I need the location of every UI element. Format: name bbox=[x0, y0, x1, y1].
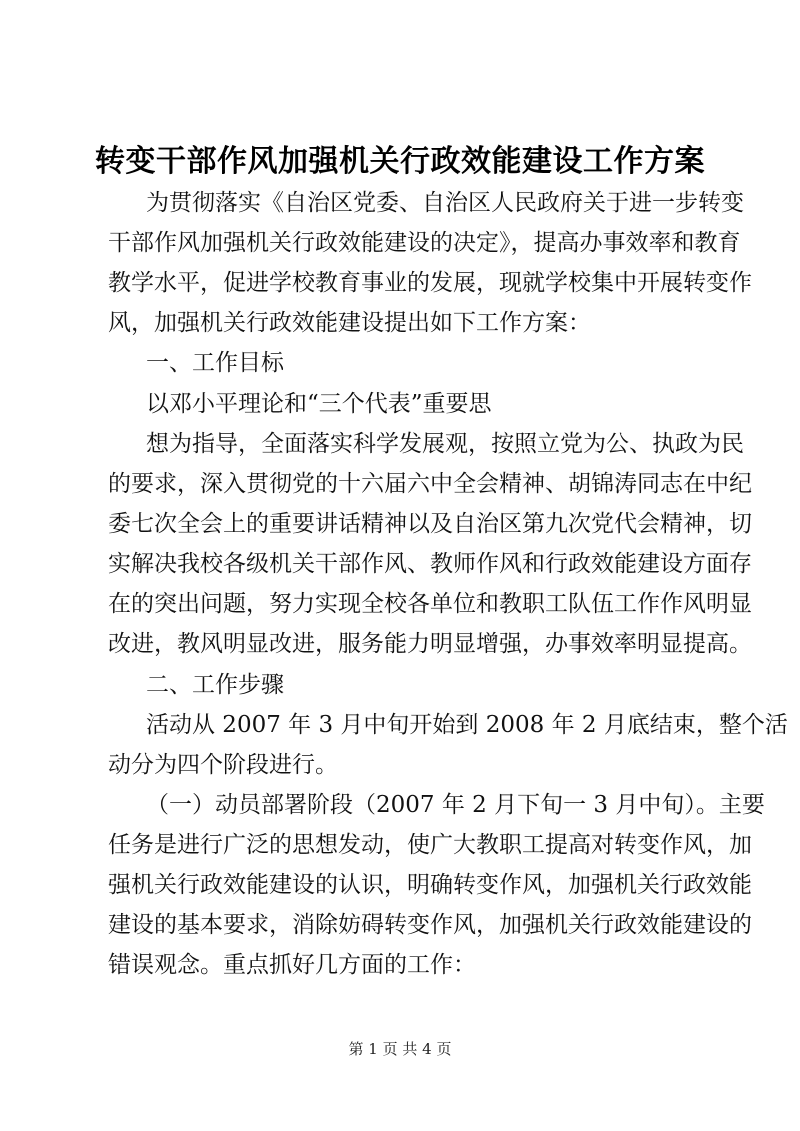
section-heading: 二、工作步骤 bbox=[146, 672, 284, 698]
body-line: 教学水平，促进学校教育事业的发展，现就学校集中开展转变作 bbox=[108, 270, 752, 296]
body-line: 干部作风加强机关行政效能建设的决定》，提高办事效率和教育 bbox=[108, 230, 741, 256]
document-title: 转变干部作风加强机关行政效能建设工作方案 bbox=[95, 144, 705, 179]
body-line: 为贯彻落实《自治区党委、自治区人民政府关于进一步转变 bbox=[146, 190, 744, 216]
body-line: 改进，教风明显改进，服务能力明显增强，办事效率明显提高。 bbox=[108, 631, 752, 657]
body-line: 任务是进行广泛的思想发动，使广大教职工提高对转变作风，加 bbox=[108, 832, 752, 858]
section-heading: 一、工作目标 bbox=[146, 350, 284, 376]
body-line: 风，加强机关行政效能建设提出如下工作方案： bbox=[108, 310, 591, 336]
body-line: （一）动员部署阶段（2007 年 2 月下旬一 3 月中旬）。主要 bbox=[146, 792, 765, 818]
body-line: 错误观念。重点抓好几方面的工作： bbox=[108, 952, 476, 978]
body-line: 以邓小平理论和“三个代表”重要思 bbox=[146, 391, 492, 417]
body-line: 实解决我校各级机关干部作风、教师作风和行政效能建设方面存 bbox=[108, 551, 752, 577]
body-line: 强机关行政效能建设的认识，明确转变作风，加强机关行政效能 bbox=[108, 872, 752, 898]
page-number-footer: 第 1 页 共 4 页 bbox=[348, 1040, 452, 1058]
body-line: 建设的基本要求，消除妨碍转变作风，加强机关行政效能建设的 bbox=[108, 912, 752, 938]
body-line: 的要求，深入贯彻党的十六届六中全会精神、胡锦涛同志在中纪 bbox=[108, 471, 752, 497]
body-line: 活动从 2007 年 3 月中旬开始到 2008 年 2 月底结束，整个活 bbox=[146, 712, 788, 738]
body-line: 在的突出问题，努力实现全校各单位和教职工队伍工作作风明显 bbox=[108, 591, 752, 617]
body-line: 委七次全会上的重要讲话精神以及自治区第九次党代会精神，切 bbox=[108, 511, 752, 537]
body-line: 动分为四个阶段进行。 bbox=[108, 752, 338, 778]
body-line: 想为指导，全面落实科学发展观，按照立党为公、执政为民 bbox=[146, 431, 744, 457]
